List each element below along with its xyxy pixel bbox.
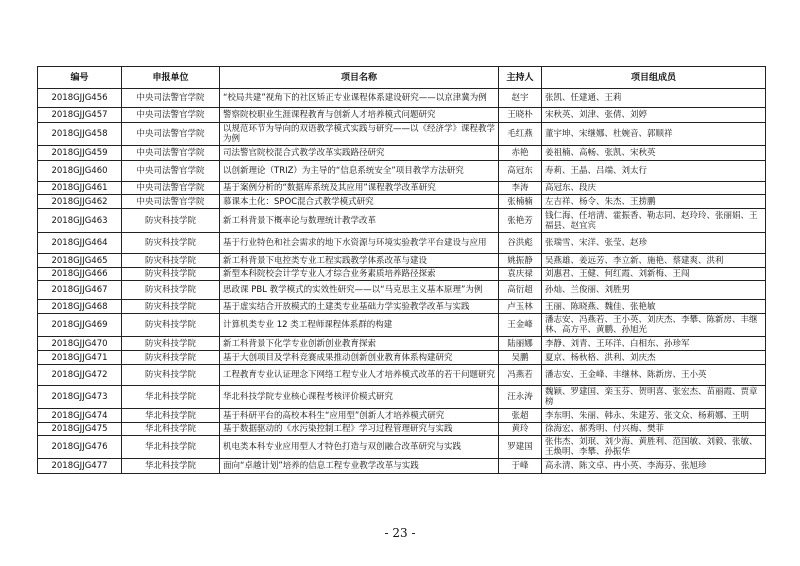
cell-members: 李静、刘青、王环洋、白相东、孙珍军 xyxy=(542,337,766,351)
table-row xyxy=(38,146,766,161)
cell-members: 张凯、任建通、王莉 xyxy=(542,89,766,108)
cell-members: 王丽、陈晓燕、魏佳、张艳敏 xyxy=(542,300,766,314)
cell-host: 李涛 xyxy=(499,182,542,195)
cell-project-name: 基于案例分析的“数据库系统及其应用”课程教学改革研究 xyxy=(220,182,499,195)
cell-host: 张超 xyxy=(499,409,542,423)
cell-members: 潘志安、冯燕若、王小英、刘庆杰、李攀、陈新房、丰继林、高方平、黄鹏、孙旭光 xyxy=(542,314,766,337)
cell-members: 高冠东、段庆 xyxy=(542,182,766,195)
header-project-name: 项目名称 xyxy=(220,67,499,89)
cell-unit: 防灾科技学院 xyxy=(122,281,220,300)
cell-unit: 中央司法警官学院 xyxy=(122,146,220,161)
cell-unit: 中央司法警官学院 xyxy=(122,161,220,182)
cell-project-name: 基于行业特色和社会需求的地下水资源与环境实验教学平台建设与应用 xyxy=(220,233,499,254)
cell-members: 夏京、杨秋格、洪利、刘庆杰 xyxy=(542,351,766,365)
table-row xyxy=(38,195,766,209)
cell-id: 2018GJJG466 xyxy=(38,268,122,281)
cell-unit: 华北科技学院 xyxy=(122,436,220,459)
table-row xyxy=(38,337,766,351)
cell-unit: 防灾科技学院 xyxy=(122,209,220,233)
cell-host: 吴鹏 xyxy=(499,351,542,365)
cell-members: 孙灿、兰俊丽、刘胜男 xyxy=(542,281,766,300)
cell-unit: 防灾科技学院 xyxy=(122,314,220,337)
cell-members: 高永清、陈文卓、冉小英、李海芬、张旭珍 xyxy=(542,459,766,474)
table-row xyxy=(38,233,766,254)
table-row xyxy=(38,161,766,182)
cell-unit: 防灾科技学院 xyxy=(122,268,220,281)
cell-host: 黄玲 xyxy=(499,423,542,436)
table-row xyxy=(38,300,766,314)
cell-host: 高衍超 xyxy=(499,281,542,300)
cell-members: 张伟杰、刘珉、刘少海、黄胜利、范国敏、刘毅、张敏、王焕明、李攀、孙振华 xyxy=(542,436,766,459)
cell-project-name: 以规范环节为导向的双语教学模式实践与研究——以《经济学》课程教学为例 xyxy=(220,123,499,146)
cell-id: 2018GJJG470 xyxy=(38,337,122,351)
table-row xyxy=(38,254,766,268)
cell-members: 张瑞雪、宋洋、张莹、赵珍 xyxy=(542,233,766,254)
cell-members: 潘志安、王金峰、丰继林、陈新房、王小英 xyxy=(542,365,766,386)
cell-id: 2018GJJG465 xyxy=(38,254,122,268)
cell-host: 王金峰 xyxy=(499,314,542,337)
table-row xyxy=(38,209,766,233)
cell-project-name: 新工科背景下概率论与数理统计教学改革 xyxy=(220,209,499,233)
cell-project-name: 工程教育专业认证理念下网络工程专业人才培养模式改革的若干问题研究 xyxy=(220,365,499,386)
cell-members: 宋秋英、刘津、张倩、刘婷 xyxy=(542,108,766,123)
cell-members: 徐海宏、郝秀明、付兴梅、樊菲 xyxy=(542,423,766,436)
table-row xyxy=(38,314,766,337)
cell-unit: 中央司法警官学院 xyxy=(122,123,220,146)
cell-host: 卢玉林 xyxy=(499,300,542,314)
cell-unit: 中央司法警官学院 xyxy=(122,89,220,108)
cell-members: 吴燕雄、姜远芳、李立新、施艳、蔡建爽、洪利 xyxy=(542,254,766,268)
cell-host: 张艳芳 xyxy=(499,209,542,233)
cell-unit: 防灾科技学院 xyxy=(122,365,220,386)
cell-id: 2018GJJG462 xyxy=(38,195,122,209)
cell-host: 于峰 xyxy=(499,459,542,474)
cell-unit: 防灾科技学院 xyxy=(122,254,220,268)
cell-id: 2018GJJG475 xyxy=(38,423,122,436)
cell-project-name: 基于数据驱动的《水污染控制工程》学习过程管理研究与实践 xyxy=(220,423,499,436)
cell-members: 李东明、朱丽、韩永、朱建芳、张文众、杨莉娜、王明 xyxy=(542,409,766,423)
cell-unit: 防灾科技学院 xyxy=(122,351,220,365)
cell-project-name: 新型本科院校会计学专业人才综合业务素质培养路径探索 xyxy=(220,268,499,281)
cell-id: 2018GJJG469 xyxy=(38,314,122,337)
cell-project-name: 基于大创项目及学科竞赛成果推动创新创业教育体系构建研究 xyxy=(220,351,499,365)
cell-project-name: “校局共建”视角下的社区矫正专业课程体系建设研究——以京津冀为例 xyxy=(220,89,499,108)
cell-id: 2018GJJG457 xyxy=(38,108,122,123)
cell-members: 钱仁海、任培清、霍振香、勒志同、赵玲玲、张丽娟、王福县、赵宜宾 xyxy=(542,209,766,233)
cell-id: 2018GJJG468 xyxy=(38,300,122,314)
cell-id: 2018GJJG474 xyxy=(38,409,122,423)
table-row xyxy=(38,436,766,459)
cell-host: 王晓朴 xyxy=(499,108,542,123)
cell-unit: 华北科技学院 xyxy=(122,423,220,436)
cell-unit: 华北科技学院 xyxy=(122,386,220,409)
cell-host: 赵宇 xyxy=(499,89,542,108)
cell-project-name: 新工科背景下电控类专业工程实践教学体系改革与建设 xyxy=(220,254,499,268)
cell-id: 2018GJJG476 xyxy=(38,436,122,459)
cell-members: 寿莉、王晶、吕端、刘太行 xyxy=(542,161,766,182)
cell-unit: 中央司法警官学院 xyxy=(122,195,220,209)
cell-project-name: 机电类本科专业应用型人才特色打造与双创融合改革研究与实践 xyxy=(220,436,499,459)
cell-host: 冯燕若 xyxy=(499,365,542,386)
cell-project-name: 基于科研平台的高校本科生“应用型”创新人才培养模式研究 xyxy=(220,409,499,423)
cell-id: 2018GJJG472 xyxy=(38,365,122,386)
cell-unit: 防灾科技学院 xyxy=(122,337,220,351)
header-host: 主持人 xyxy=(499,67,542,89)
cell-project-name: 以创新理论（TRIZ）为主导的“信息系统安全”项目教学方法研究 xyxy=(220,161,499,182)
cell-project-name: 计算机类专业 12 类工程师课程体系群的构建 xyxy=(220,314,499,337)
table-row xyxy=(38,123,766,146)
cell-host: 陆丽娜 xyxy=(499,337,542,351)
cell-id: 2018GJJG458 xyxy=(38,123,122,146)
cell-host: 汪永涛 xyxy=(499,386,542,409)
cell-project-name: 警察院校职业生涯课程教育与创新人才培养模式问题研究 xyxy=(220,108,499,123)
table-row xyxy=(38,182,766,195)
cell-host: 高冠东 xyxy=(499,161,542,182)
table-row xyxy=(38,108,766,123)
cell-id: 2018GJJG464 xyxy=(38,233,122,254)
cell-host: 赤艳 xyxy=(499,146,542,161)
cell-members: 董宇坤、宋继娜、杜婉音、郭顺祥 xyxy=(542,123,766,146)
cell-members: 姜祖楠、高畅、张凯、宋秋英 xyxy=(542,146,766,161)
cell-host: 张楠楠 xyxy=(499,195,542,209)
cell-host: 毛红燕 xyxy=(499,123,542,146)
table-row xyxy=(38,351,766,365)
header-id: 编号 xyxy=(38,67,122,89)
cell-id: 2018GJJG461 xyxy=(38,182,122,195)
cell-id: 2018GJJG456 xyxy=(38,89,122,108)
table-row xyxy=(38,409,766,423)
cell-project-name: 司法警官院校混合式教学改革实践路径研究 xyxy=(220,146,499,161)
cell-project-name: 新工科背景下化学专业创新创业教育探索 xyxy=(220,337,499,351)
cell-unit: 防灾科技学院 xyxy=(122,233,220,254)
cell-project-name: 慕课本土化：SPOC混合式教学模式研究 xyxy=(220,195,499,209)
table-row xyxy=(38,89,766,108)
table-row xyxy=(38,365,766,386)
cell-id: 2018GJJG463 xyxy=(38,209,122,233)
cell-unit: 防灾科技学院 xyxy=(122,300,220,314)
header-unit: 申报单位 xyxy=(122,67,220,89)
table-row xyxy=(38,459,766,474)
table-row xyxy=(38,423,766,436)
table-row xyxy=(38,268,766,281)
cell-id: 2018GJJG471 xyxy=(38,351,122,365)
cell-unit: 中央司法警官学院 xyxy=(122,182,220,195)
cell-members: 左吉祥、杨令、朱杰、王捞鹏 xyxy=(542,195,766,209)
header-members: 项目组成员 xyxy=(542,67,766,89)
cell-unit: 华北科技学院 xyxy=(122,409,220,423)
cell-id: 2018GJJG467 xyxy=(38,281,122,300)
cell-unit: 华北科技学院 xyxy=(122,459,220,474)
cell-host: 姚振静 xyxy=(499,254,542,268)
cell-id: 2018GJJG459 xyxy=(38,146,122,161)
cell-project-name: 面向“卓越计划”培养的信息工程专业教学改革与实践 xyxy=(220,459,499,474)
cell-id: 2018GJJG473 xyxy=(38,386,122,409)
project-table xyxy=(37,66,766,474)
cell-host: 罗建国 xyxy=(499,436,542,459)
cell-id: 2018GJJG477 xyxy=(38,459,122,474)
table-row xyxy=(38,281,766,300)
table-header-row xyxy=(38,67,766,89)
cell-host: 袁庆禄 xyxy=(499,268,542,281)
cell-project-name: 华北科技学院专业核心课程考核评价模式研究 xyxy=(220,386,499,409)
page-number: - 23 - xyxy=(384,526,416,540)
cell-unit: 中央司法警官学院 xyxy=(122,108,220,123)
cell-members: 刘惠君、王健、何红霞、刘新梅、王闯 xyxy=(542,268,766,281)
cell-project-name: 思政课 PBL 教学模式的实效性研究——以“马克思主义基本原理”为例 xyxy=(220,281,499,300)
cell-host: 谷洪彪 xyxy=(499,233,542,254)
cell-members: 魏颖、罗建国、栾玉芬、贺明喜、张宏杰、苗丽霞、贾章榜 xyxy=(542,386,766,409)
table-row xyxy=(38,386,766,409)
cell-project-name: 基于虚实结合开放模式的土建类专业基础力学实验教学改革与实践 xyxy=(220,300,499,314)
cell-id: 2018GJJG460 xyxy=(38,161,122,182)
